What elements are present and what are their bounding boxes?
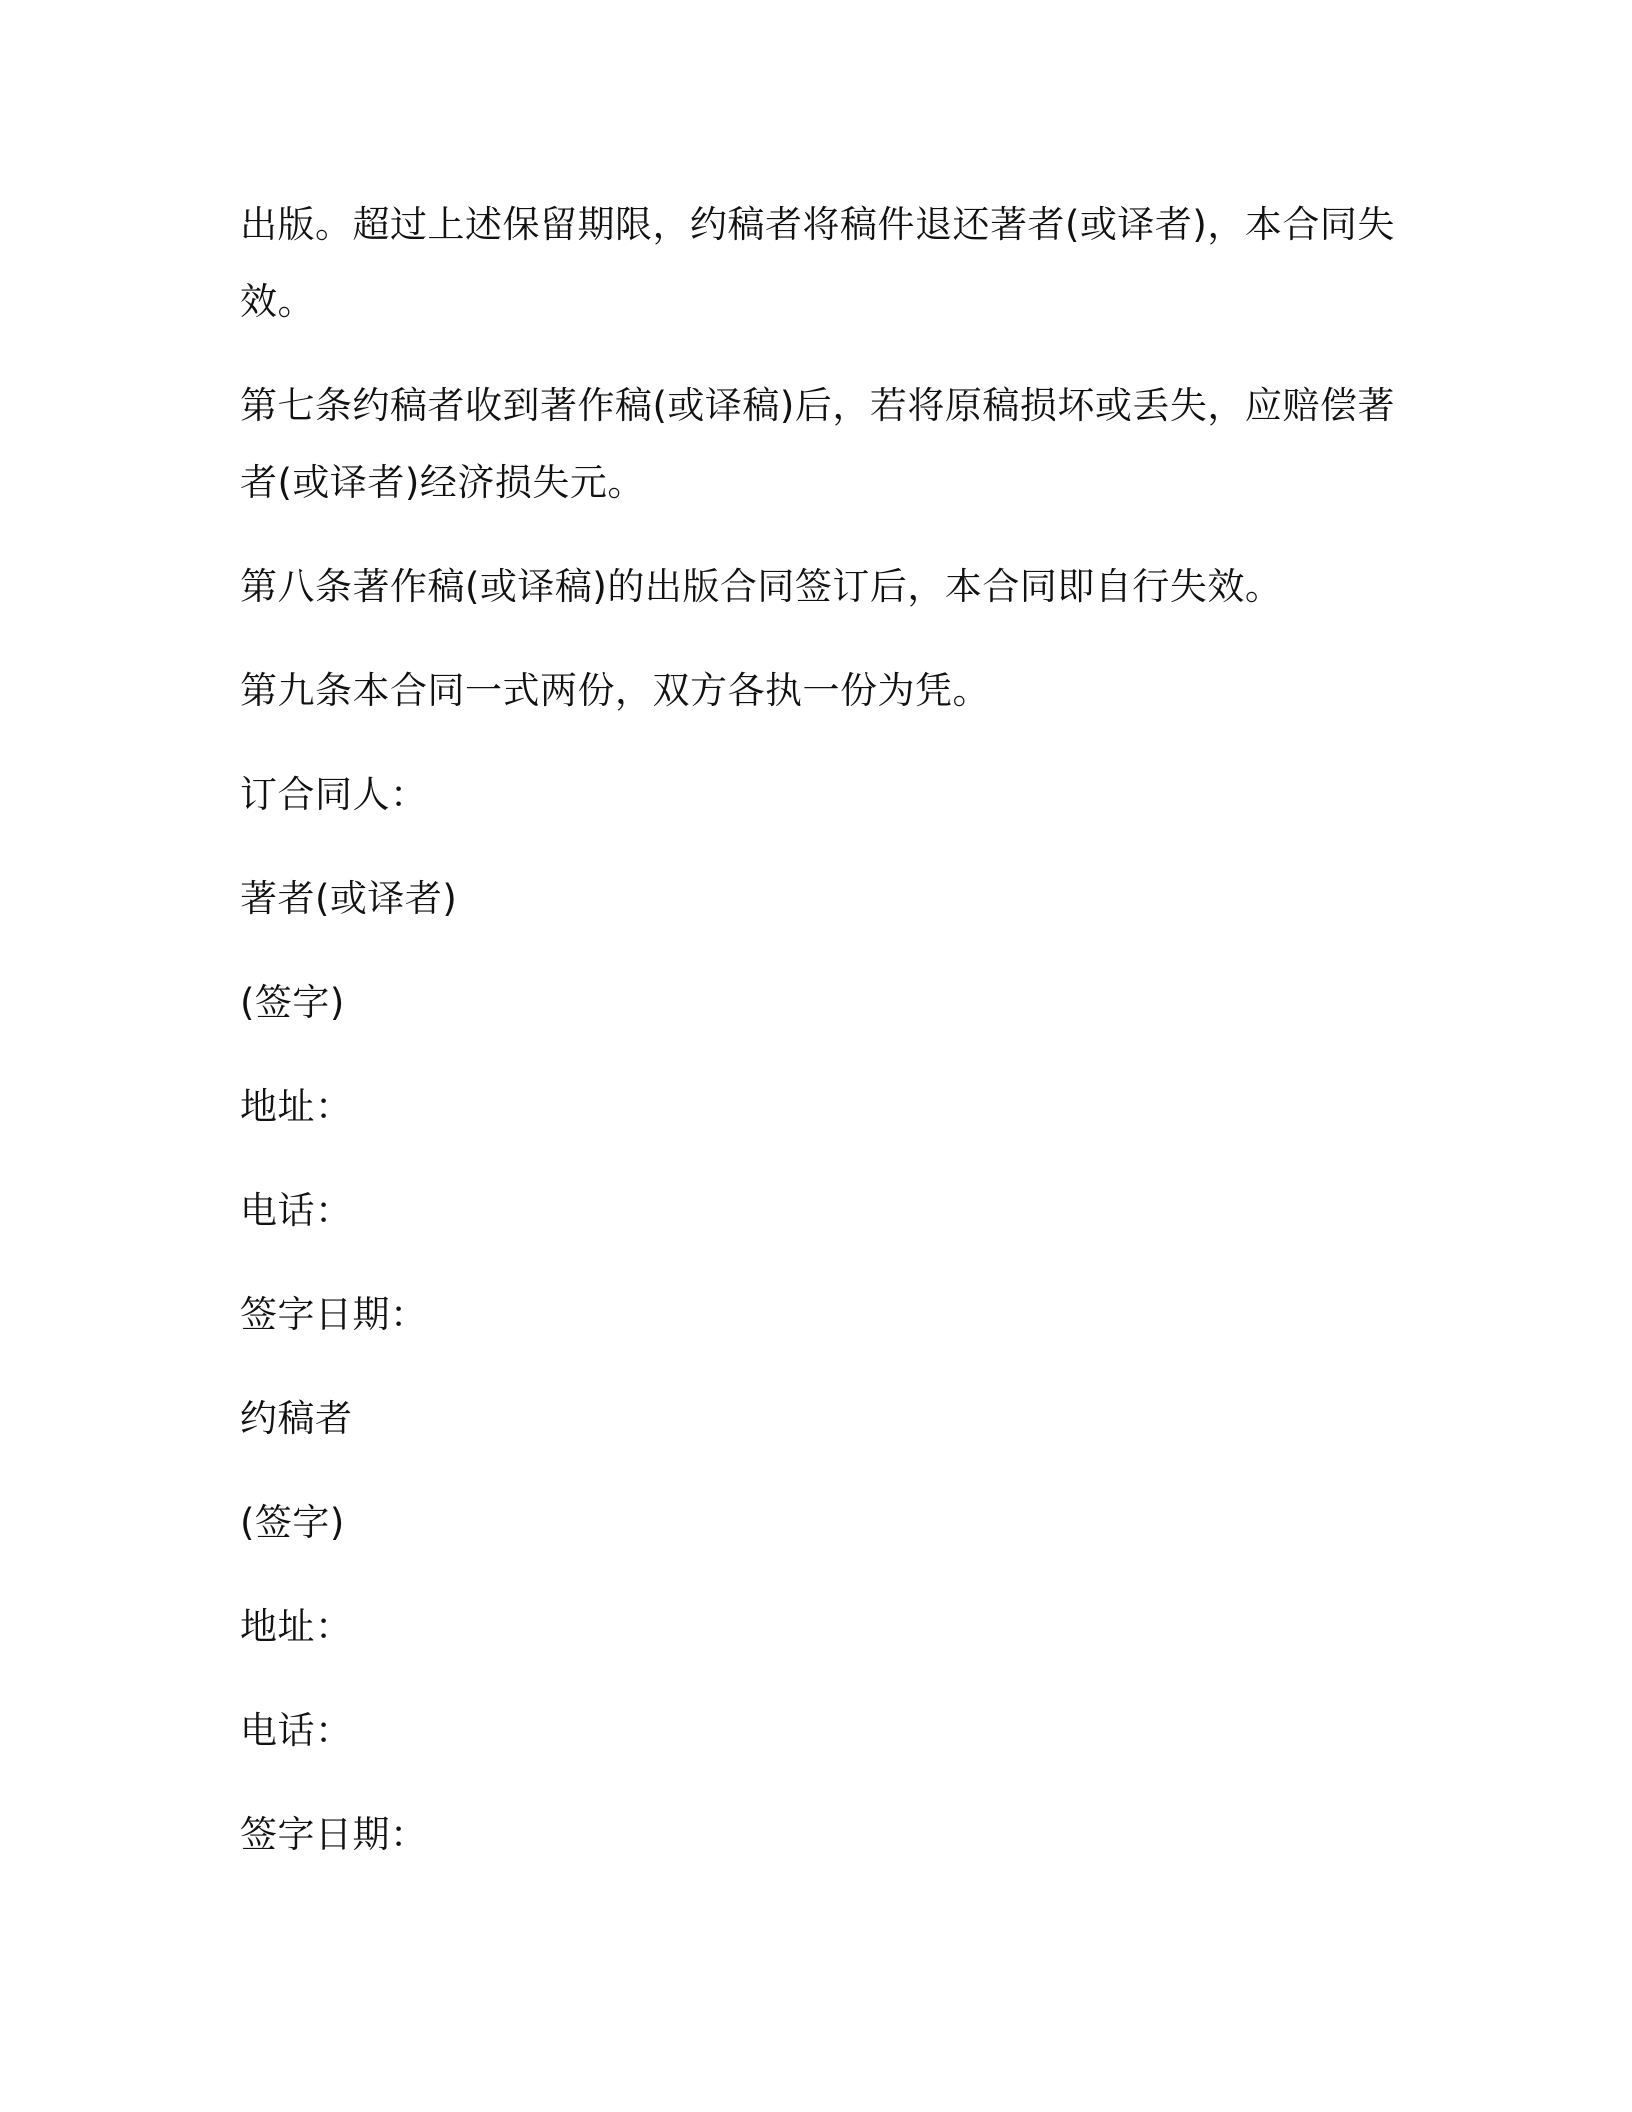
document-body [240, 186, 1400, 1900]
author-sign-date-label: 签字日期： [240, 1293, 428, 1336]
clause-6-continuation: 出版。超过上述保留期限，约稿者将稿件退还著者(或译者)，本合同失效。 [240, 203, 1395, 323]
commissioner-phone-label: 电话： [240, 1709, 353, 1752]
commissioner-signature-label: (签字) [240, 1501, 345, 1544]
author-label: 著者(或译者) [240, 877, 458, 920]
commissioner-label: 约稿者 [240, 1397, 353, 1440]
clause-9: 第九条本合同一式两份，双方各执一份为凭。 [240, 669, 990, 712]
commissioner-address-label: 地址： [240, 1605, 353, 1648]
clause-7: 第七条约稿者收到著作稿(或译稿)后，若将原稿损坏或丢失，应赔偿著者(或译者)经济损失元。 [240, 384, 1395, 504]
author-phone-label: 电话： [240, 1189, 353, 1232]
author-address-label: 地址： [240, 1085, 353, 1128]
contract-parties-label: 订合同人： [240, 773, 428, 816]
clause-8: 第八条著作稿(或译稿)的出版合同签订后，本合同即自行失效。 [240, 565, 1283, 608]
commissioner-sign-date-label: 签字日期： [240, 1813, 428, 1856]
author-signature-label: (签字) [240, 981, 345, 1024]
